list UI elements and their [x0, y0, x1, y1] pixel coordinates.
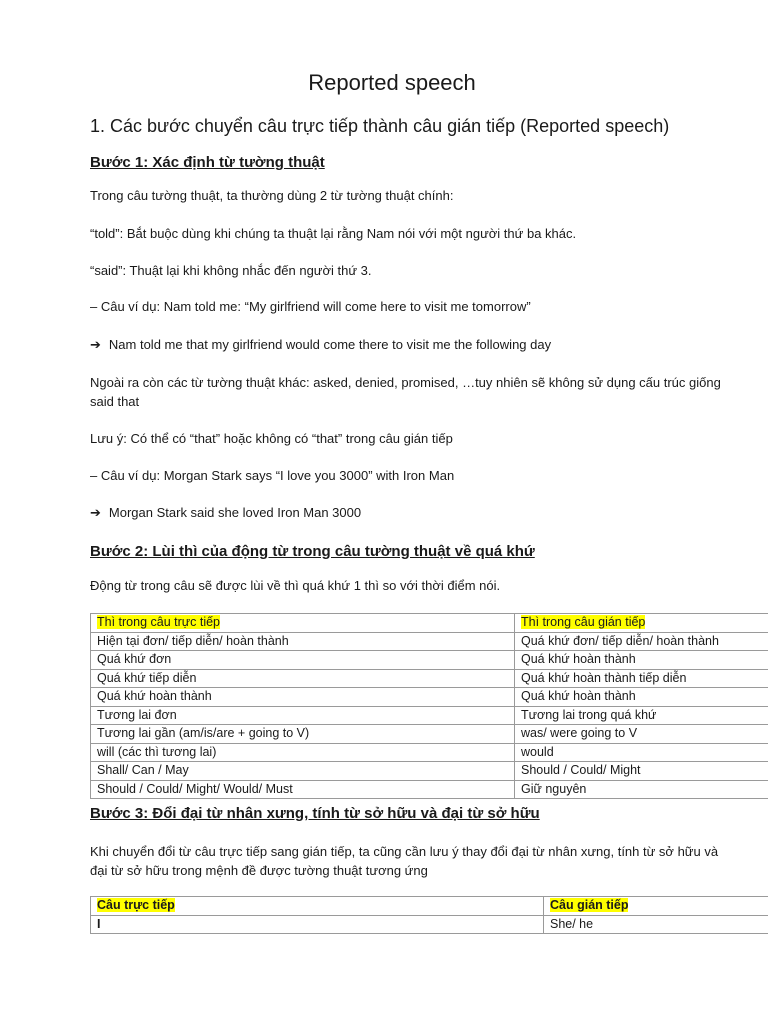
step1-paragraph-3: “said”: Thuật lại khi không nhắc đến người thứ 3. — [90, 263, 372, 278]
table-cell: Tương lai gần (am/is/are + going to V) — [91, 725, 515, 744]
table-cell: Tương lai đơn — [91, 706, 515, 725]
table-cell: Quá khứ tiếp diễn — [91, 669, 515, 688]
step1-example-1: – Câu ví dụ: Nam told me: “My girlfriend will come here to visit me tomorrow” — [90, 299, 531, 314]
table-cell: Quá khứ hoàn thành — [515, 651, 768, 670]
step1-result-1 — [90, 337, 551, 353]
step1-paragraph-4: Ngoài ra còn các từ tường thuật khác: asked, denied, promised, …tuy nhiên sẽ không sử dụng cấu trúc giống said that — [90, 375, 721, 409]
step1-paragraph-2: “told”: Bắt buộc dùng khi chúng ta thuật lại rằng Nam nói với một người thứ ba khác. — [90, 226, 577, 241]
step1-result-2-text: Morgan Stark said she loved Iron Man 3000 — [108, 505, 362, 520]
page-title: Reported speech — [308, 70, 476, 95]
right-arrow-icon: ➔ — [90, 337, 101, 352]
table-cell: was/ were going to V — [515, 725, 768, 744]
step1-result-1-text: Nam told me that my girlfriend would come there to visit me the following day — [108, 337, 552, 352]
table-header-cell: Thì trong câu trực tiếp — [91, 614, 515, 633]
table-row — [91, 706, 768, 725]
step2-heading: Bước 2: Lùi thì của động từ trong câu tường thuật về quá khứ — [90, 543, 535, 560]
table-cell: will (các thì tương lai) — [91, 743, 515, 762]
table-cell: Should / Could/ Might/ Would/ Must — [91, 780, 515, 799]
tense-table — [90, 613, 768, 799]
step3-heading: Bước 3: Đổi đại từ nhân xưng, tính từ sở hữu và đại từ sở hữu — [90, 805, 540, 822]
table-row — [91, 632, 768, 651]
table-header-cell: Thì trong câu gián tiếp — [515, 614, 768, 633]
table-row — [91, 688, 768, 707]
step1-paragraph-1: Trong câu tường thuật, ta thường dùng 2 từ tường thuật chính: — [90, 188, 454, 203]
step1-heading: Bước 1: Xác định từ tường thuật — [90, 154, 325, 171]
table-cell: Quá khứ hoàn thành tiếp diễn — [515, 669, 768, 688]
table-cell: Quá khứ hoàn thành — [91, 688, 515, 707]
table-cell: Shall/ Can / May — [91, 762, 515, 781]
table-header-row — [91, 897, 768, 916]
section-heading-1: 1. Các bước chuyển câu trực tiếp thành câu gián tiếp (Reported speech) — [90, 116, 670, 136]
step1-note: Lưu ý: Có thể có “that” hoặc không có “that” trong câu gián tiếp — [90, 431, 453, 446]
table-row — [91, 762, 768, 781]
table-row — [91, 915, 768, 934]
step1-result-2 — [90, 505, 361, 521]
table-header-cell: Câu trực tiếp — [91, 897, 544, 916]
step2-paragraph-1: Động từ trong câu sẽ được lùi về thì quá khứ 1 thì so với thời điểm nói. — [90, 578, 501, 593]
right-arrow-icon: ➔ — [90, 505, 101, 520]
table-cell: She/ he — [544, 915, 768, 934]
table-row — [91, 725, 768, 744]
table-cell: Should / Could/ Might — [515, 762, 768, 781]
step1-example-2: – Câu ví dụ: Morgan Stark says “I love you 3000” with Iron Man — [90, 468, 455, 483]
table-cell: I — [91, 915, 544, 934]
table-cell: Quá khứ đơn — [91, 651, 515, 670]
table-header-cell: Câu gián tiếp — [544, 897, 768, 916]
table-cell: Hiện tại đơn/ tiếp diễn/ hoàn thành — [91, 632, 515, 651]
table-row — [91, 780, 768, 799]
table-cell: Giữ nguyên — [515, 780, 768, 799]
table-cell: Tương lai trong quá khứ — [515, 706, 768, 725]
table-row — [91, 669, 768, 688]
table-row — [91, 651, 768, 670]
table-row — [91, 743, 768, 762]
table-cell: Quá khứ hoàn thành — [515, 688, 768, 707]
step3-paragraph-1: Khi chuyển đổi từ câu trực tiếp sang gián tiếp, ta cũng cần lưu ý thay đổi đại từ nhân xưng, tính từ sở hữu và đại từ sở hữu trong mệnh đề được tường thuật tương ứng — [90, 844, 719, 878]
pronoun-table — [90, 896, 768, 934]
table-cell: Quá khứ đơn/ tiếp diễn/ hoàn thành — [515, 632, 768, 651]
table-cell: would — [515, 743, 768, 762]
table-header-row — [91, 614, 768, 633]
